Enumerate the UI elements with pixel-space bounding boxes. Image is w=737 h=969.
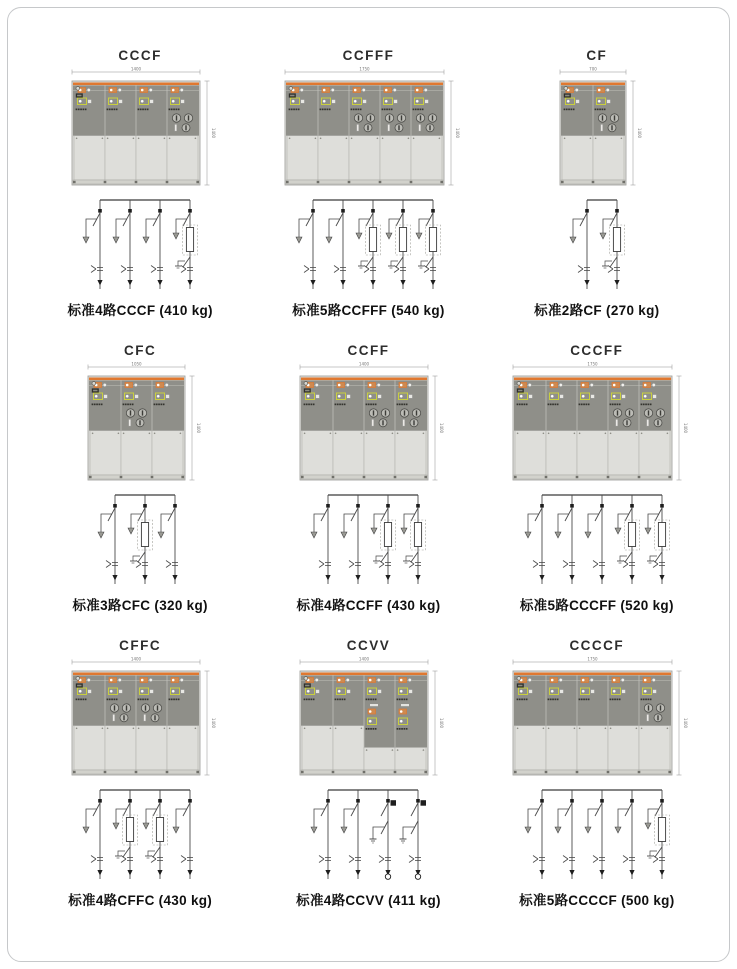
cabinet-front-drawing	[292, 360, 444, 484]
svg-text:1400: 1400	[195, 422, 201, 434]
panel-title: CCCF	[118, 48, 162, 63]
panel-caption: 标准4路CCVV (411 kg)	[296, 893, 441, 908]
svg-text:1400: 1400	[211, 717, 217, 729]
panel-title: CCVV	[346, 638, 391, 653]
cabinet-front-drawing	[277, 65, 460, 189]
svg-text:1750: 1750	[587, 656, 598, 662]
panel-caption: 标准4路CCCF (410 kg)	[67, 303, 213, 318]
single-line-schematic	[565, 195, 629, 295]
single-line-schematic	[306, 490, 430, 590]
panel-title: CCFF	[347, 343, 390, 358]
cabinet-front-drawing	[80, 360, 201, 484]
panel-title: CCCFF	[570, 343, 624, 358]
cabinet-front-drawing	[64, 655, 216, 779]
svg-text:1050: 1050	[131, 361, 142, 367]
svg-text:700: 700	[588, 66, 597, 72]
panel-caption: 标准2路CF (270 kg)	[534, 303, 660, 318]
panel-caption: 标准3路CFC (320 kg)	[72, 598, 208, 613]
cabinet-front-drawing	[292, 655, 444, 779]
panel-cf	[483, 34, 711, 329]
panel-ccff	[254, 329, 482, 624]
panel-caption: 标准5路CCFFF (540 kg)	[292, 303, 445, 318]
panel-ccccf	[483, 624, 711, 919]
panel-cccff	[483, 329, 711, 624]
single-line-schematic	[520, 490, 674, 590]
panel-ccvv	[254, 624, 482, 919]
svg-text:1400: 1400	[683, 717, 689, 729]
svg-text:1750: 1750	[359, 66, 370, 72]
panel-title: CFFC	[119, 638, 162, 653]
svg-text:1400: 1400	[636, 127, 642, 139]
panel-caption: 标准4路CFFC (430 kg)	[68, 893, 213, 908]
svg-text:1400: 1400	[131, 656, 142, 662]
panel-cfc	[26, 329, 254, 624]
panel-grid	[8, 8, 729, 919]
svg-text:1400: 1400	[439, 422, 445, 434]
single-line-schematic	[520, 785, 674, 885]
cabinet-front-drawing	[64, 65, 216, 189]
single-line-schematic	[306, 785, 430, 885]
panel-cccf	[26, 34, 254, 329]
single-line-schematic	[78, 785, 202, 885]
page-border	[7, 7, 730, 962]
svg-text:1750: 1750	[587, 361, 598, 367]
cabinet-front-drawing	[505, 360, 688, 484]
svg-text:1400: 1400	[359, 656, 370, 662]
panel-caption: 标准5路CCCCF (500 kg)	[519, 893, 675, 908]
single-line-schematic	[93, 490, 187, 590]
panel-title: CF	[586, 48, 608, 63]
panel-caption: 标准5路CCCFF (520 kg)	[519, 598, 674, 613]
cabinet-front-drawing	[505, 655, 688, 779]
svg-text:1400: 1400	[454, 127, 460, 139]
cabinet-front-drawing	[552, 65, 642, 189]
panel-title: CFC	[124, 343, 157, 358]
panel-ccfff	[254, 34, 482, 329]
single-line-schematic	[291, 195, 445, 295]
panel-title: CCFFF	[342, 48, 395, 63]
svg-text:1400: 1400	[439, 717, 445, 729]
svg-text:1400: 1400	[211, 127, 217, 139]
single-line-schematic	[78, 195, 202, 295]
svg-text:1400: 1400	[131, 66, 142, 72]
panel-caption: 标准4路CCFF (430 kg)	[296, 598, 441, 613]
panel-title: CCCCF	[569, 638, 625, 653]
panel-cffc	[26, 624, 254, 919]
svg-text:1400: 1400	[683, 422, 689, 434]
svg-text:1400: 1400	[359, 361, 370, 367]
